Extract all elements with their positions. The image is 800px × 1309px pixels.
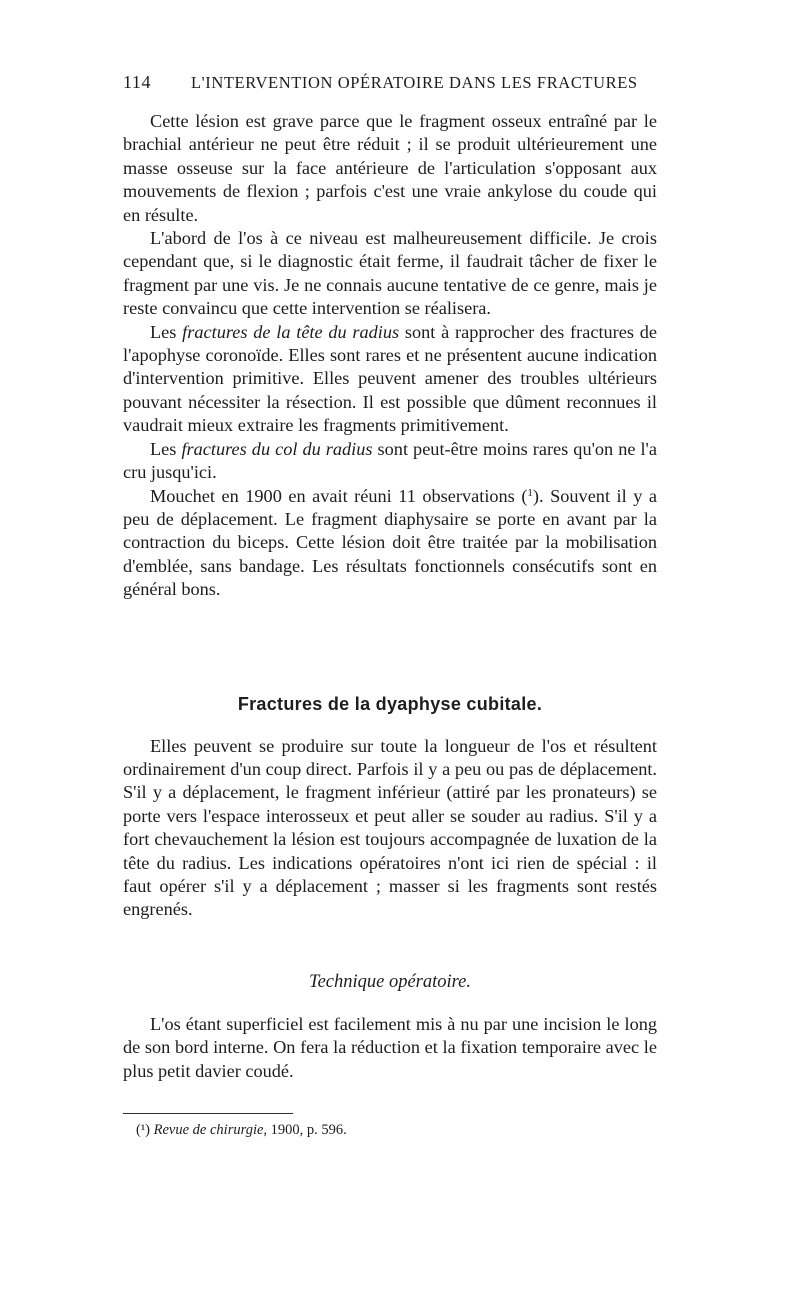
paragraph	[123, 485, 657, 602]
subsection-heading: Technique opératoire.	[308, 971, 472, 992]
italic-term: fractures du col du radius	[181, 438, 373, 459]
paragraph-text: Mouchet en 1900 en avait réuni 11 observations (	[150, 485, 528, 506]
paragraph-lead: Les	[150, 438, 177, 459]
paragraph-text: sont peut-être moins rares qu'on ne l'a cru jusqu'ici.	[123, 438, 657, 483]
footnote	[123, 1122, 657, 1139]
page-number: 114	[123, 72, 152, 92]
section-heading: Fractures de la dyaphyse cubitale.	[237, 693, 543, 714]
paragraph: L'abord de l'os à ce niveau est malheureusement difficile. Je crois cependant que, si le diagnostic était ferme, il faudrait tâcher de fixer le fragment par une vis. Je ne connais aucune tentative de ce genre, mais je reste convaincu que cette intervention se réalisera.	[123, 228, 657, 319]
running-title: L'INTERVENTION OPÉRATOIRE DANS LES FRACTURES	[191, 73, 638, 92]
running-header	[123, 72, 657, 93]
footnote-detail: 1900, p. 596.	[270, 1122, 347, 1138]
paragraph	[123, 438, 657, 485]
paragraph: Elles peuvent se produire sur toute la longueur de l'os et résultent ordinairement d'un coup direct. Parfois il y a peu ou pas de déplacement. S'il y a déplacement, le fragment inférieur (attiré par les pronateurs) se porte vers l'espace interosseux et peut aller se souder au radius. S'il y a fort chevauchement la lésion est toujours accompagnée de luxation de la tête du radius. Les indications opératoires n'ont ici rien de spécial : il faut opérer s'il y a déplacement ; masser si les fragments sont restés engrenés.	[123, 735, 657, 920]
paragraph-text: ). Souvent il y a peu de déplacement. Le fragment diaphysaire se porte en avant par la contraction du biceps. Cette lésion doit être traitée par la mobilisation d'emblée, sans bandage. Les résultats fonctionnels consécutifs sont en général bons.	[123, 485, 657, 600]
footnote-marker: (¹)	[136, 1122, 151, 1138]
paragraph	[123, 321, 657, 438]
paragraph: L'os étant superficiel est facilement mis à nu par une incision le long de son bord interne. On fera la réduction et la fixation temporaire avec le plus petit davier coudé.	[123, 1013, 657, 1081]
footnote-source: Revue de chirurgie,	[153, 1122, 268, 1138]
italic-term: fractures de la tête du radius	[182, 321, 400, 342]
paragraph-text: sont à rapprocher des fractures de l'apophyse coronoïde. Elles sont rares et ne présentent aucune indication d'intervention primitive. Elles peuvent amener des troubles ultérieurs pouvant nécessiter la résection. Il est possible que dûment reconnues il vaudrait mieux extraire les fragments primitivement.	[123, 321, 657, 436]
body-text	[123, 110, 657, 1083]
paragraph: Cette lésion est grave parce que le fragment osseux entraîné par le brachial antérieur ne peut être réduit ; il se produit ultérieurement une masse osseuse sur la face antérieure de l'articulation s'opposant aux mouvements de flexion ; parfois c'est une vraie ankylose du coude qui en résulte.	[123, 111, 657, 225]
footnote-divider	[123, 1113, 293, 1114]
paragraph-lead: Les	[150, 321, 177, 342]
footnote-reference[interactable]: 1	[527, 486, 533, 499]
